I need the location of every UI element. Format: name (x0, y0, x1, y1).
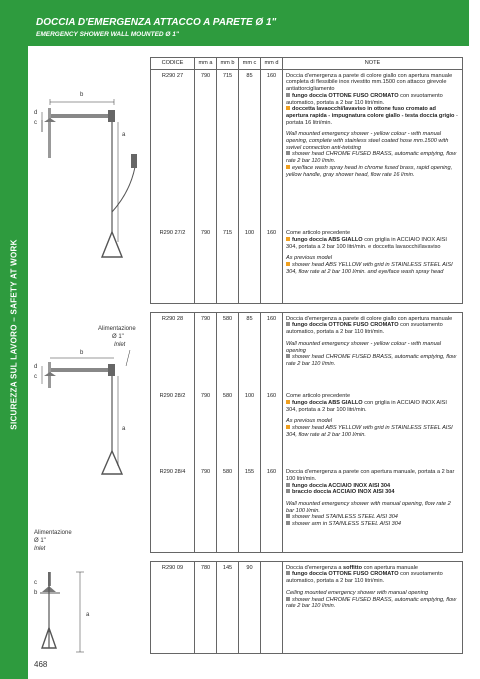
note-bold: fungo doccia ABS GIALLO (292, 399, 363, 406)
note-text: Come articolo precedente (286, 230, 351, 237)
note-text-en: As previous model (286, 255, 333, 262)
dim-label-d: d (34, 364, 38, 370)
table-row (151, 227, 463, 303)
cell-a: 790 (195, 390, 217, 466)
dim-label-b: b (34, 590, 38, 596)
note-text-en: Ceiling mounted emergency shower with manual opening (286, 589, 429, 596)
cell-d: 160 (261, 227, 283, 303)
cell-note (283, 390, 463, 466)
cell-code: R290 28/4 (151, 466, 195, 552)
note-text-en: shower arm in STAINLESS STEEL AISI 304 (292, 521, 402, 528)
cell-c: 100 (239, 390, 261, 466)
orange-square-icon (286, 400, 290, 404)
dim-label-c: c (34, 580, 37, 586)
grey-square-icon (286, 514, 290, 518)
grey-square-icon (286, 597, 290, 601)
note-bold: braccio doccia ACCIAIO INOX AISI 304 (292, 489, 395, 496)
note-text: con apertura manuale (363, 564, 418, 571)
page-number: 468 (34, 660, 48, 669)
grey-square-icon (286, 93, 290, 97)
col-header: mm d (261, 58, 283, 70)
orange-square-icon (286, 165, 290, 169)
header-band (28, 0, 469, 46)
grey-square-icon (286, 151, 290, 155)
page-title: DOCCIA D'EMERGENZA ATTACCO A PARETE Ø 1" (36, 17, 277, 28)
cell-c: 100 (239, 227, 261, 303)
cell-a: 790 (195, 69, 217, 227)
dim-label-d: d (34, 110, 38, 116)
note-text: Doccia d'emergenza a parete di colore giallo con apertura manuale completa di flessibile inox rivestito mm.1500 con attacco girevole antiattorcigliamento (286, 72, 453, 93)
cell-c: 85 (239, 69, 261, 227)
note-text-en: shower head ABS YELLOW with grid in STAINLESS STEEL AISI 304, flow rate at 2 bar 100 l/min. and eye/face wash spray head (286, 262, 453, 275)
note-text-en: Wall mounted emergency shower - yellow colour - with manual opening (286, 340, 442, 354)
note-text-en: As previous model (286, 418, 333, 425)
cell-b: 715 (217, 227, 239, 303)
orange-square-icon (286, 425, 290, 429)
orange-square-icon (286, 237, 290, 241)
cell-c: 155 (239, 466, 261, 552)
note-bold: fungo doccia OTTONE FUSO CROMATO (292, 92, 399, 99)
cell-d: 160 (261, 69, 283, 227)
cell-a: 790 (195, 227, 217, 303)
col-header: mm c (239, 58, 261, 70)
inlet-label-size: Ø 1" (112, 334, 124, 340)
cell-code: R290 09 (151, 561, 195, 653)
note-text: Come articolo precedente (286, 393, 351, 400)
grey-square-icon (286, 489, 290, 493)
cell-b: 580 (217, 466, 239, 552)
note-text: con svuotamento automatico, portata a 2 bar 110 litri/min. (286, 92, 443, 106)
table-row (151, 390, 463, 466)
table-header-row (151, 58, 463, 70)
cell-b: 580 (217, 312, 239, 390)
cell-note (283, 312, 463, 390)
col-header: mm a (195, 58, 217, 70)
orange-square-icon (286, 262, 290, 266)
note-text: Doccia d'emergenza a parete con apertura manuale, portata a 2 bar 100 litri/min. (286, 469, 455, 482)
note-text-en: eye/face wash spray head in chrome fused brass, rapid opening, yellow handle, gray shower head, flow rate 16 l/min. (286, 164, 453, 178)
note-text-en: Wall mounted emergency shower - yellow colour - with manual opening, complete with stainless steel coated hose mm.1500 with swivel connection anti-twisting (286, 131, 449, 151)
inlet-label-size: Ø 1" (34, 538, 46, 544)
note-bold: fungo doccia ACCIAIO INOX AISI 304 (292, 482, 391, 489)
inlet-label-en: Inlet (114, 342, 126, 348)
col-header: mm b (217, 58, 239, 70)
cell-code: R290 27/2 (151, 227, 195, 303)
cell-a: 790 (195, 466, 217, 552)
cell-d: 160 (261, 466, 283, 552)
cell-note (283, 466, 463, 552)
cell-b: 145 (217, 561, 239, 653)
table-row (151, 312, 463, 390)
note-text-en: shower head STAINLESS STEEL AISI 304 (292, 514, 398, 521)
cell-b: 580 (217, 390, 239, 466)
dim-label-c: c (34, 374, 37, 380)
inlet-label-it: Alimentazione (98, 326, 136, 332)
cell-code: R290 27 (151, 69, 195, 227)
cell-d: 160 (261, 312, 283, 390)
diagram-wall-shower (30, 326, 150, 476)
grey-square-icon (286, 322, 290, 326)
note-text-en: Wall mounted emergency shower with manual opening, flow rate 2 bar 100 l/min. (286, 501, 451, 514)
note-text: con svuotamento automatico, portata a 2 bar 110 litri/min. (286, 571, 443, 585)
note-bold: doccetta lavaocchi/lavaviso in ottone fuso cromato ad apertura rapida - impugnatura colore giallo - testa doccia grigio (286, 106, 455, 119)
cell-b: 715 (217, 69, 239, 227)
grey-square-icon (286, 483, 290, 487)
note-bold: soffitto (343, 564, 362, 571)
cell-a: 780 (195, 561, 217, 653)
cell-note (283, 561, 463, 653)
cell-code: R290 28 (151, 312, 195, 390)
dim-label-a: a (86, 612, 90, 618)
table-row (151, 69, 463, 227)
sidebar-band (0, 0, 28, 679)
note-text: - portata 16 litri/min. (286, 112, 458, 126)
grey-square-icon (286, 571, 290, 575)
cell-note (283, 227, 463, 303)
diagram-1-drawing (30, 92, 150, 262)
cell-d (261, 561, 283, 653)
table-row (151, 466, 463, 552)
dim-label-b: b (80, 92, 84, 98)
dim-label-c: c (34, 120, 37, 126)
cell-c: 90 (239, 561, 261, 653)
dim-label-a: a (122, 132, 126, 138)
sidebar-text: SICUREZZA SUL LAVORO – SAFETY AT WORK (9, 239, 19, 430)
table-row (151, 561, 463, 653)
note-text: Doccia d'emergenza a parete di colore giallo con apertura manuale (286, 315, 453, 322)
col-header: NOTE (283, 58, 463, 70)
dim-label-a: a (122, 426, 126, 432)
diagram-ceiling-shower (30, 528, 150, 658)
col-header: CODICE (151, 58, 195, 70)
note-text-en: shower head CHROME FUSED BRASS, automatic emptying, flow rate 2 bar 110 l/min. (286, 151, 457, 165)
dim-label-b: b (80, 350, 84, 356)
inlet-label-en: Inlet (34, 546, 46, 552)
diagram-3-drawing (30, 528, 150, 658)
inlet-label-it: Alimentazione (34, 530, 72, 536)
note-text-en: shower head ABS YELLOW with grid in STAINLESS STEEL AISI 304, flow rate at 2 bar 100 l/min. (286, 425, 453, 438)
note-bold: fungo doccia ABS GIALLO (292, 236, 363, 243)
note-text: Doccia d'emergenza a (286, 564, 342, 571)
diagram-wall-shower-eyewash (30, 92, 150, 262)
page-subtitle: EMERGENCY SHOWER WALL MOUNTED Ø 1" (36, 31, 179, 38)
note-text: con svuotamento automatico, portata a 2 bar 110 litri/min. (286, 322, 443, 336)
note-bold: fungo doccia OTTONE FUSO CROMATO (292, 571, 399, 578)
diagram-2-drawing (30, 326, 150, 476)
grey-square-icon (286, 354, 290, 358)
note-text: con griglia in ACCIAIO INOX AISI 304, portata a 2 bar 100 litri/min. (286, 399, 447, 413)
note-text-en: shower head CHROME FUSED BRASS, automatic emptying, flow rate 2 bar 110 l/min. (286, 596, 457, 610)
product-table (150, 57, 463, 654)
cell-c: 85 (239, 312, 261, 390)
grey-square-icon (286, 521, 290, 525)
note-text: con griglia in ACCIAIO INOX AISI 304, portata a 2 bar 100 litri/min. e doccetta lavaocchi/lavaviso (286, 236, 447, 250)
note-bold: fungo doccia OTTONE FUSO CROMATO (292, 322, 399, 329)
orange-square-icon (286, 106, 290, 110)
cell-a: 790 (195, 312, 217, 390)
cell-note (283, 69, 463, 227)
note-text-en: shower head CHROME FUSED BRASS, automatic emptying, flow rate 2 bar 110 l/min. (286, 354, 457, 367)
cell-code: R290 28/2 (151, 390, 195, 466)
cell-d: 160 (261, 390, 283, 466)
